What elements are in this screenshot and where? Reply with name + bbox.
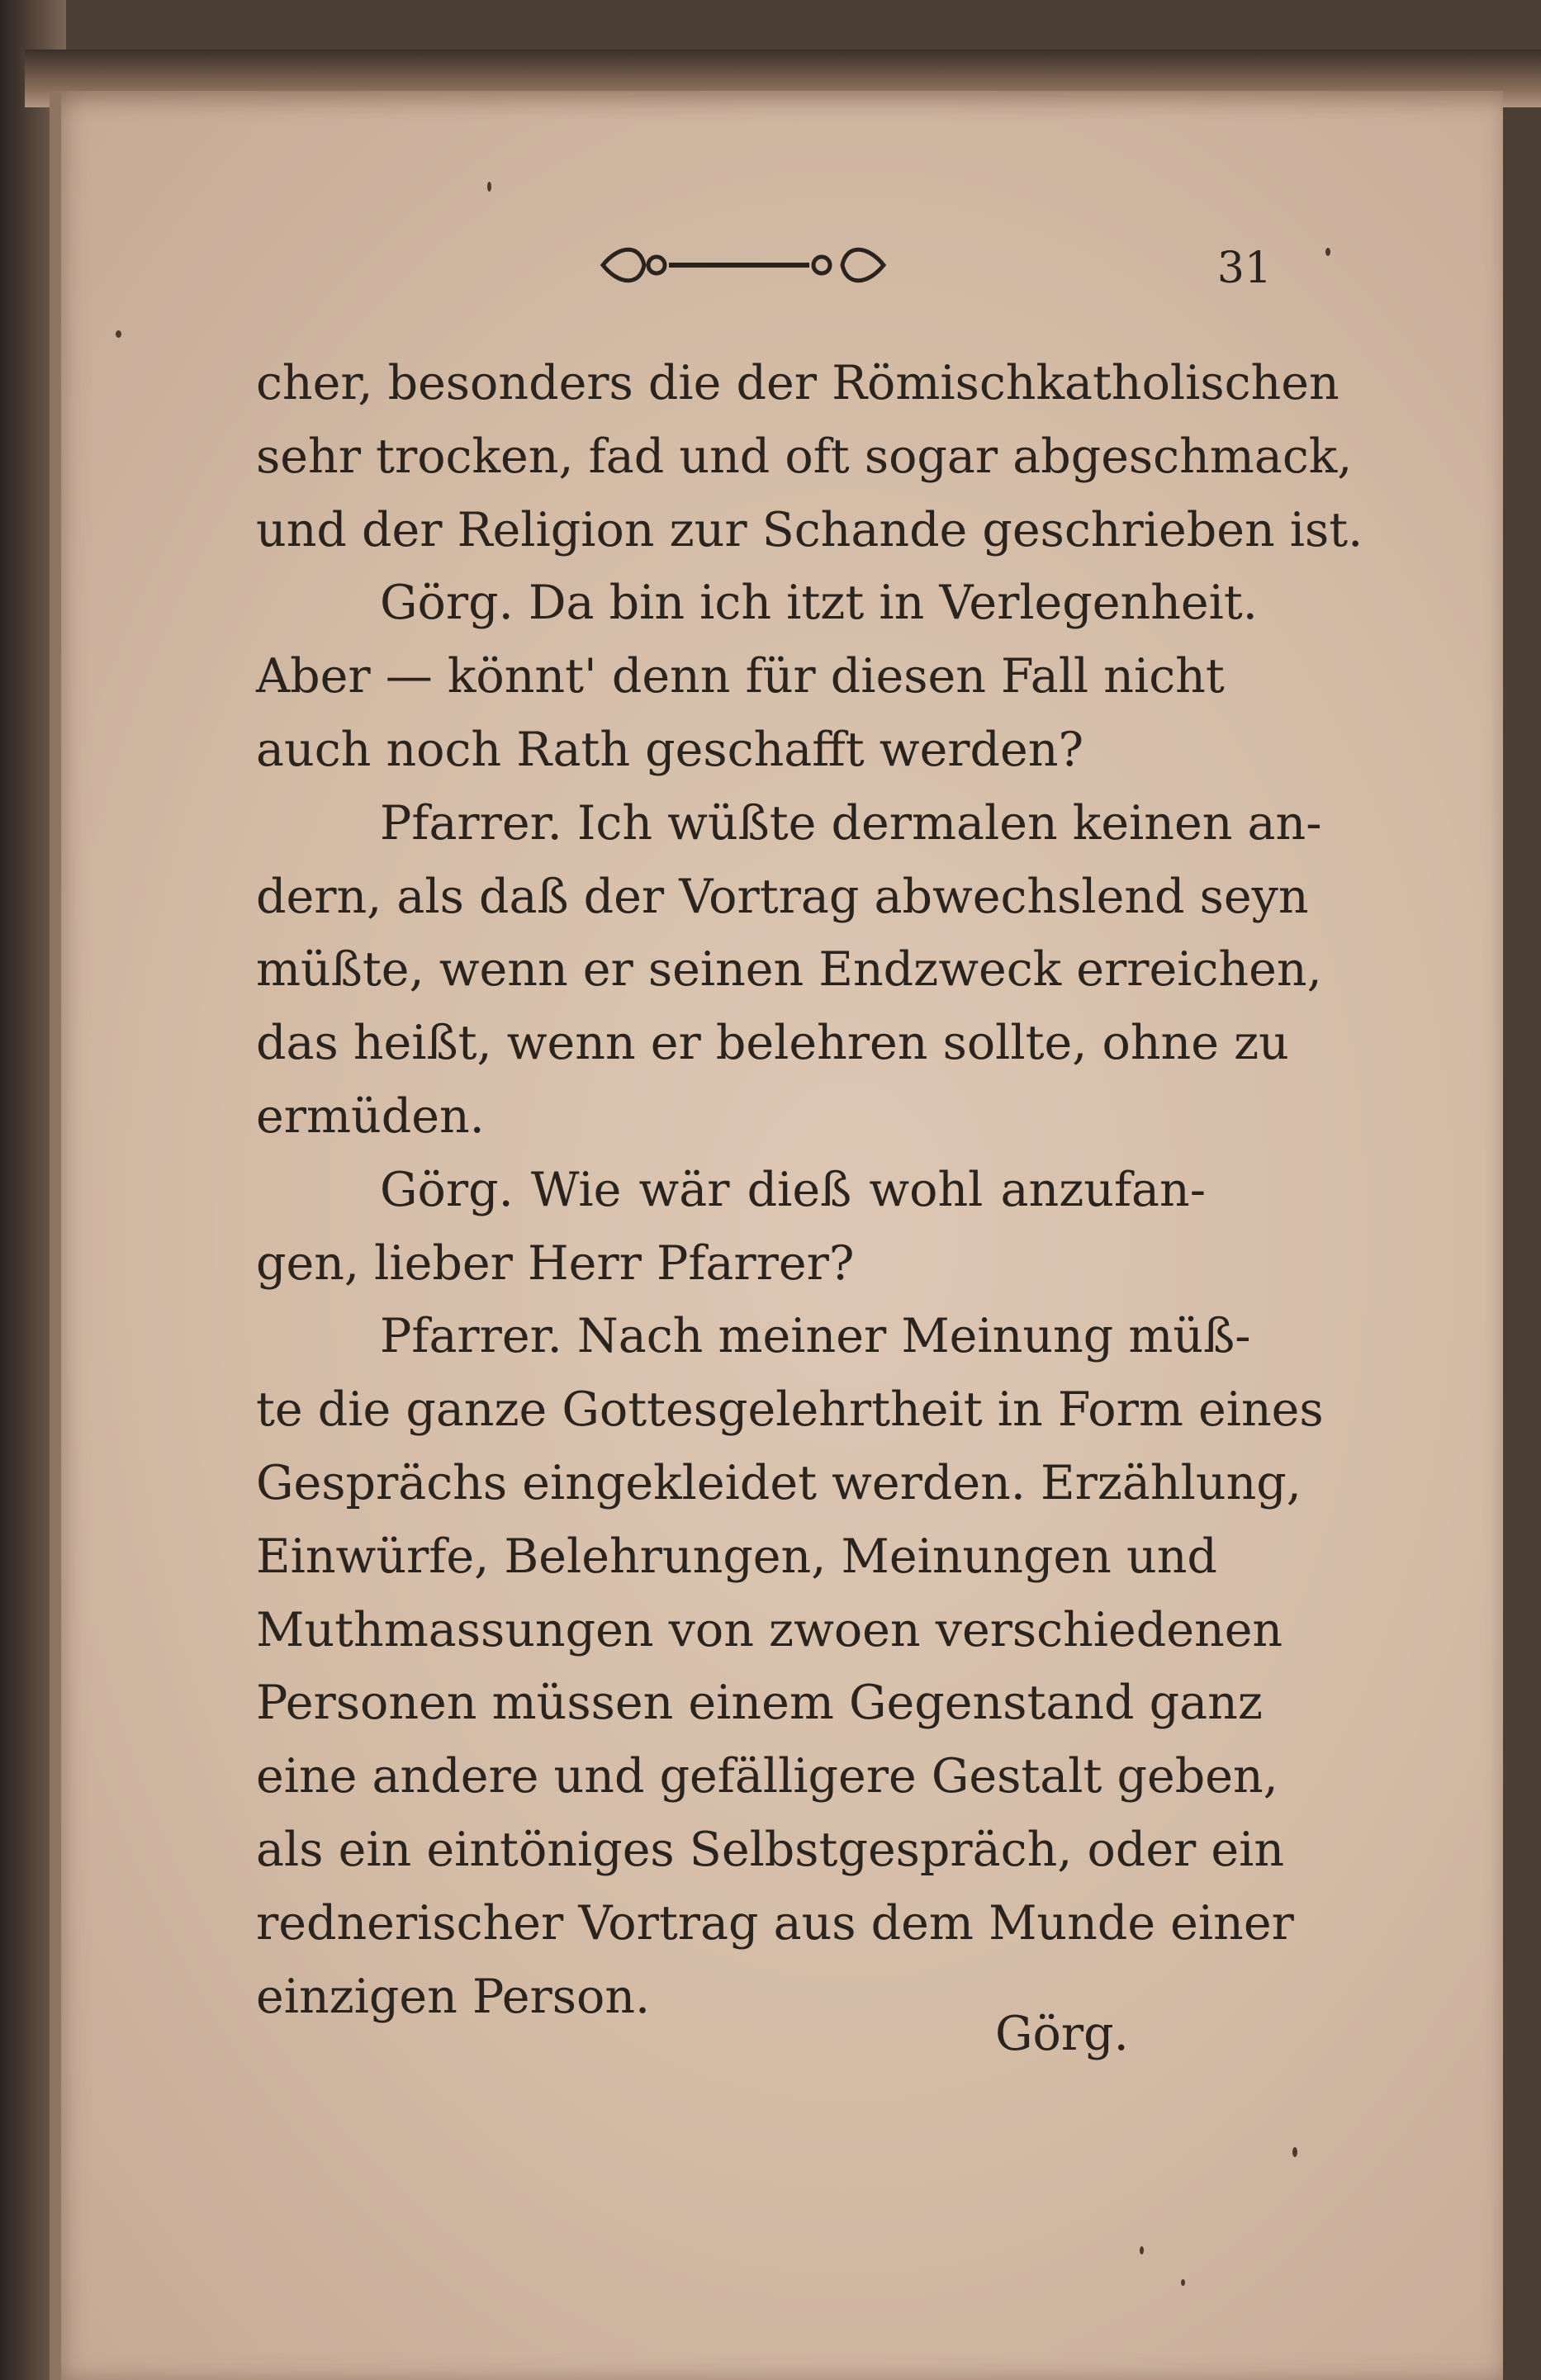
catchword: Görg. — [995, 2007, 1129, 2061]
page-gutter — [50, 91, 61, 2380]
body-text — [256, 347, 1363, 2033]
text-line: als ein eintöniges Selbstgespräch, oder ein — [256, 1822, 1285, 1877]
text-line: einzigen Person. — [256, 1969, 651, 2024]
text-line: Görg. Da bin ich itzt in Verlegenheit. — [380, 576, 1258, 631]
text-line: cher, besonders die der Römischkatholischen — [256, 356, 1339, 410]
text-line: Muthmassungen von zwoen verschiedenen — [256, 1602, 1283, 1657]
paper-speck — [1292, 2147, 1297, 2157]
text-line: auch noch Rath geschafft werden? — [256, 722, 1084, 777]
text-line: Pfarrer. Ich wüßte dermalen keinen an- — [380, 795, 1322, 851]
text-line: eine andere und gefälligere Gestalt geben, — [256, 1749, 1278, 1804]
text-line: te die ganze Gottesgelehrtheit in Form eines — [256, 1382, 1324, 1438]
text-line: sehr trocken, fad und oft sogar abgeschmack, — [256, 429, 1353, 484]
text-line: müßte, wenn er seinen Endzweck erreichen, — [256, 942, 1322, 998]
text-line: Gesprächs eingekleidet werden. Erzählung, — [256, 1455, 1302, 1510]
paper-speck — [487, 182, 491, 192]
header-flourish-icon — [595, 240, 892, 290]
text-line: und der Religion zur Schande geschrieben ist. — [256, 502, 1363, 557]
text-line: Pfarrer. Nach meiner Meinung müß- — [380, 1309, 1251, 1364]
text-line: das heißt, wenn er belehren sollte, ohne zu — [256, 1016, 1289, 1071]
paper-speck — [1181, 2279, 1185, 2286]
page-header — [595, 235, 1272, 301]
text-line: rednerischer Vortrag aus dem Munde einer — [256, 1895, 1294, 1951]
paper-speck — [116, 330, 121, 338]
text-line: Aber — könnt' denn für diesen Fall nicht — [256, 649, 1225, 704]
text-line: dern, als daß der Vortrag abwechslend seyn — [256, 869, 1309, 924]
paper-speck — [1325, 248, 1330, 256]
paper-speck — [1140, 2246, 1144, 2254]
text-line: Personen müssen einem Gegenstand ganz — [256, 1676, 1263, 1731]
text-line: gen, lieber Herr Pfarrer? — [256, 1235, 855, 1291]
text-line: Einwürfe, Belehrungen, Meinungen und — [256, 1529, 1217, 1584]
text-line: ermüden. — [256, 1088, 485, 1144]
text-line: Görg. Wie wär dieß wohl anzufan- — [380, 1162, 1206, 1217]
page-number: 31 — [1216, 244, 1272, 293]
